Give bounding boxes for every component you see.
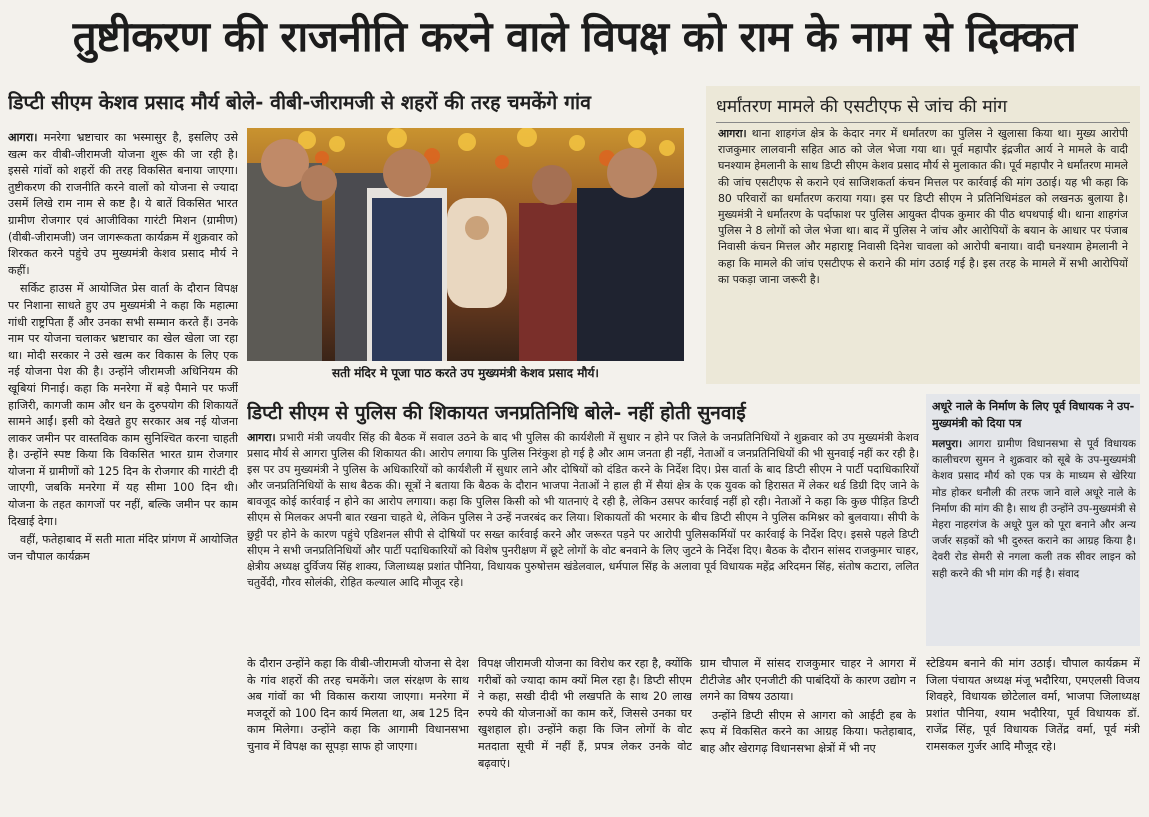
dateline: आगरा।	[8, 131, 38, 144]
drain-text: आगरा ग्रामीण विधानसभा से पूर्व विधायक कालीचरण सुमन ने शुक्रवार को सूबे के उप-मुख्यमंत्री केशव प्रसाद मौर्य को एक पत्र के माध्यम से खेरिया मोड होकर धनौली की तरफ जाने वाले अधूरे नाले के निर्माण की मांग की है। साथ ही उन्होंने उप-मुख्यमंत्री से मेहरा नाहरगंज के अधूरे पुल को पूरा बनाने और अन्य जर्जर सड़कों को भी दुरुस्त कराने का आग्रह किया है। देवरी रोड सेमरी से नगला कली तक सीवर लाइन को सही करने की भी मांग की गई है। संवाद	[932, 438, 1136, 580]
main-col1-p2: सर्किट हाउस में आयोजित प्रेस वार्ता के दौरान विपक्ष पर निशाना साधते हुए उप मुख्यमंत्री ने कहा कि महात्मा गांधी राष्ट्रपिता हैं और उनका सभी सम्मान करते हैं। उनके नाम पर योजना चलाकर भ्रष्टाचार का खेल खेला जा रहा था। मोदी सरकार ने उसे खत्म कर विकास के लिए एक नई योजना पेश की है। उन्होंने जीरामजी अधिनियम की खूबियां गिनाई। कहा कि मनरेगा में बड़े पैमाने पर फर्जी हाजिरी, कागजी काम और धन के दुरुपयोग की शिकायतें सामने आईं। इसी को देखते हुए सरकार अब नई योजना लाकर जमीन पर वास्तविक काम सुनिश्चित करना चाहती है। उन्होंने स्पष्ट किया कि विकसित भारत ग्राम रोजगार योजना में ग्रामीणों को 125 दिन के रोजगार की गारंटी दी जाएगी, जबकि मनरेगा में यह सीमा 100 दिन थी। योजना के तहत कागजों पर नहीं, बल्कि जमीन पर काम दिखाई देगा।	[8, 282, 238, 528]
police-body	[247, 430, 919, 640]
police-text: प्रभारी मंत्री जयवीर सिंह की बैठक में सवाल उठने के बाद भी पुलिस की कार्यशैली में सुधार न होने पर जिले के जनप्रतिनिधियों ने शुक्रवार को उप मुख्यमंत्री केशव प्रसाद मौर्य से आगरा पुलिस की शिकायत की। आरोप लगाया कि पुलिस निरंकुश हो गई है और आम जनता ही नहीं, नेताओं व जनप्रतिनिधियों की भी सुनवाई नहीं कर रही है। इस पर उप मुख्यमंत्री ने पुलिस के अधिकारियों को कार्यशैली में सुधार लाने और दोषियों को दंडित करने के निर्देश दिए। प्रेस वार्ता के बाद डिप्टी सीएम ने पार्टी पदाधिकारियों और जनप्रतिनिधियों के साथ बैठक की। सूत्रों ने बताया कि बैठक के दौरान भाजपा नेताओं ने हाल ही में सैयां क्षेत्र के एक युवक को हिरासत में लेकर थर्ड डिग्री दिए जाने के बावजूद कोई कार्रवाई न होने का आरोप लगाया। कहा कि पुलिस किसी को भी यातनाएं दे रही है, लेकिन उसपर कार्रवाई नहीं हो रही। नेताओं ने कहा कि कुछ पीड़ित डिप्टी सीएम से मिलकर अपनी बात रखना चाहते थे, लेकिन पुलिस ने उन्हें नजरबंद कर लिया। शिकायतों की भरमार के बीच डिप्टी सीएम ने पुलिस कमिश्नर को बुलवाया। सीपी के छुट्टी पर होने के कारण पहुंचे एडिशनल सीपी से दोषियों पर सख्त कार्रवाई करने और जरूरत पड़ने पर आरोपी पुलिसकर्मियों पर कार्रवाई के निर्देश दिए। इससे पहले डिप्टी सीएम ने सभी जनप्रतिनिधियों और पार्टी पदाधिकारियों को विशेष पुनरीक्षण में छूटे लोगों के वोट बनवाने के लिए जुटने के निर्देश दिए। बैठक के दौरान सांसद राजकुमार चाहर, क्षेत्रीय अध्यक्ष दुर्विजय सिंह शाक्य, जिलाध्यक्ष प्रशांत पौनिया, विधायक पुरुषोत्तम खंडेलवाल, धर्मपाल सिंह के अलावा पूर्व विधायक महेंद्र अरिदमन सिंह, संतोष कटारा, ललित चतुर्वेदी, गौरव सोलंकी, रोहित कल्याल आदि मौजूद रहे।	[247, 431, 919, 589]
main-col1-p3: वहीं, फतेहाबाद में सती माता मंदिर प्रांगण में आयोजित जन चौपाल कार्यक्रम	[8, 533, 238, 563]
dateline: आगरा।	[718, 127, 747, 140]
conversion-story-box	[706, 86, 1140, 384]
drain-story-box	[926, 394, 1140, 646]
main-story-col4	[700, 656, 916, 812]
photo-deputy-cm-temple	[247, 128, 684, 361]
conversion-text: थाना शाहगंज क्षेत्र के केदार नगर में धर्मांतरण का पुलिस ने खुलासा किया था। मुख्य आरोपी राजकुमार लालवानी सहित आठ को जेल भेजा गया था। पूर्व महापौर इंद्रजीत आर्य ने मामले के वादी घनश्याम हेमलानी के साथ डिप्टी सीएम केशव प्रसाद मौर्य से मुलाकात की। पूर्व महापौर ने धर्मांतरण मामले की जांच एसटीएफ से कराने एवं साजिशकर्ता कंचन मित्तल पर कार्रवाई की मांग उठाई। यह भी कहा कि 80 परिवारों का धर्मांतरण कराया गया। इस पर डिप्टी सीएम ने प्रतिनिधिमंडल को लखनऊ बुलाया है। मुख्यमंत्री ने धर्मांतरण के पर्दाफाश पर पुलिस आयुक्त दीपक कुमार की पीठ थपथपाई थी। थाना शाहगंज पुलिस ने 8 लोगों को जेल भेजा था। बाद में पुलिस ने जांच और आरोपियों के बयान के आधार पर पंजाब निवासी कंचन मित्तल और महाराष्ट्र निवासी दिनेश चावला को आरोपी बनाया। वादी घनश्याम हेमलानी ने कहा कि मामले की जांच एसटीएफ से कराने की मांग उठाई गई है। इस तरह के मामले में सभी आरोपियों का पकड़ा जाना जरूरी है।	[718, 127, 1128, 286]
conversion-body	[718, 126, 1128, 380]
main-col1-p1: मनरेगा भ्रष्टाचार का भस्मासुर है, इसलिए उसे खत्म कर वीबी-जीरामजी योजना शुरू की जा रही है। इससे गांवों को शहरों की तरह विकसित बनाया जाएगा। तुष्टीकरण की राजनीति करने वालों को योजना से ज्यादा उसमें लिखे राम नाम से कष्ट है। ये बातें विकसित भारत ग्रामीण रोजगार एवं आजीविका गारंटी मिशन (ग्रामीण) (वीबी-जीरामजी) जन जागरूकता कार्यक्रम में शुक्रवार को शिरकत करने पहुंचे उप मुख्यमंत्री केशव प्रसाद मौर्य ने कहीं।	[8, 131, 238, 277]
photo-illustration	[247, 128, 684, 361]
dateline: आगरा।	[247, 431, 276, 444]
main-subhead: डिप्टी सीएम केशव प्रसाद मौर्य बोले- वीबी-जीरामजी से शहरों की तरह चमकेंगे गांव	[8, 91, 591, 114]
main-story-col2: के दौरान उन्होंने कहा कि वीबी-जीरामजी योजना से देश के गांव शहरों की तरह चमकेंगे। जल संरक्षण के साथ अब गांवों का भी विकास कराया जाएगा। मनरेगा में मजदूरों को 100 दिन कार्य मिलता था, अब 125 दिन काम मिलेगा। उन्होंने कहा कि आगामी विधानसभा चुनाव में विपक्ष का सूपड़ा साफ हो जाएगा।	[247, 657, 469, 753]
drain-body	[932, 436, 1136, 642]
main-col4-p1: ग्राम चौपाल में सांसद राजकुमार चाहर ने आगरा में टीटीजेड और एनजीटी की पाबंदियों के कारण उद्योग न लगने का विषय उठाया।	[700, 657, 916, 704]
main-col4-p2: उन्होंने डिप्टी सीएम से आगरा को आईटी हब के रूप में विकसित करने का आग्रह किया। फतेहाबाद, बाह और खेरागढ़ विधानसभा क्षेत्रों में भी नए	[700, 708, 916, 755]
police-subhead: डिप्टी सीएम से पुलिस की शिकायत जनप्रतिनिधि बोले- नहीं होती सुनवाई	[247, 402, 746, 424]
main-story-col3: विपक्ष जीरामजी योजना का विरोध कर रहा है, क्योंकि गरीबों को ज्यादा काम क्यों मिल रहा है। डिप्टी सीएम ने कहा, सखी दीदी भी लखपति के साथ 20 लाख रुपये की योजनाओं का काम करें, जिससे उनका घर खुशहाल हो। उन्होंने कहा कि जिन लोगों के वोट मतदाता सूची में नहीं हैं, प्रपत्र लेकर उनके वोट बढ़वाएं।	[478, 657, 692, 770]
divider	[716, 122, 1130, 123]
dateline: मलपुरा।	[932, 438, 963, 450]
drain-subhead: अधूरे नाले के निर्माण के लिए पूर्व विधायक ने उप-मुख्यमंत्री को दिया पत्र	[932, 400, 1135, 430]
conversion-subhead: धर्मांतरण मामले की एसटीएफ से जांच की मांग	[716, 97, 1008, 117]
main-story-col1	[8, 130, 238, 812]
page-headline: तुष्टीकरण की राजनीति करने वाले विपक्ष को राम के नाम से दिक्कत	[72, 12, 1077, 61]
main-story-col5: स्टेडियम बनाने की मांग उठाई। चौपाल कार्यक्रम में जिला पंचायत अध्यक्ष मंजू भदौरिया, एमएलसी विजय शिवहरे, विधायक छोटेलाल वर्मा, भाजपा जिलाध्यक्ष प्रशांत पौनिया, श्याम भदौरिया, पूर्व विधायक डॉ. राजेंद्र सिंह, पूर्व विधायक जितेंद्र वर्मा, पूर्व मंत्री रामसकल गुर्जर आदि मौजूद रहे।	[926, 657, 1140, 753]
photo-caption: सती मंदिर मे पूजा पाठ करते उप मुख्यमंत्री केशव प्रसाद मौर्य।	[332, 366, 599, 380]
